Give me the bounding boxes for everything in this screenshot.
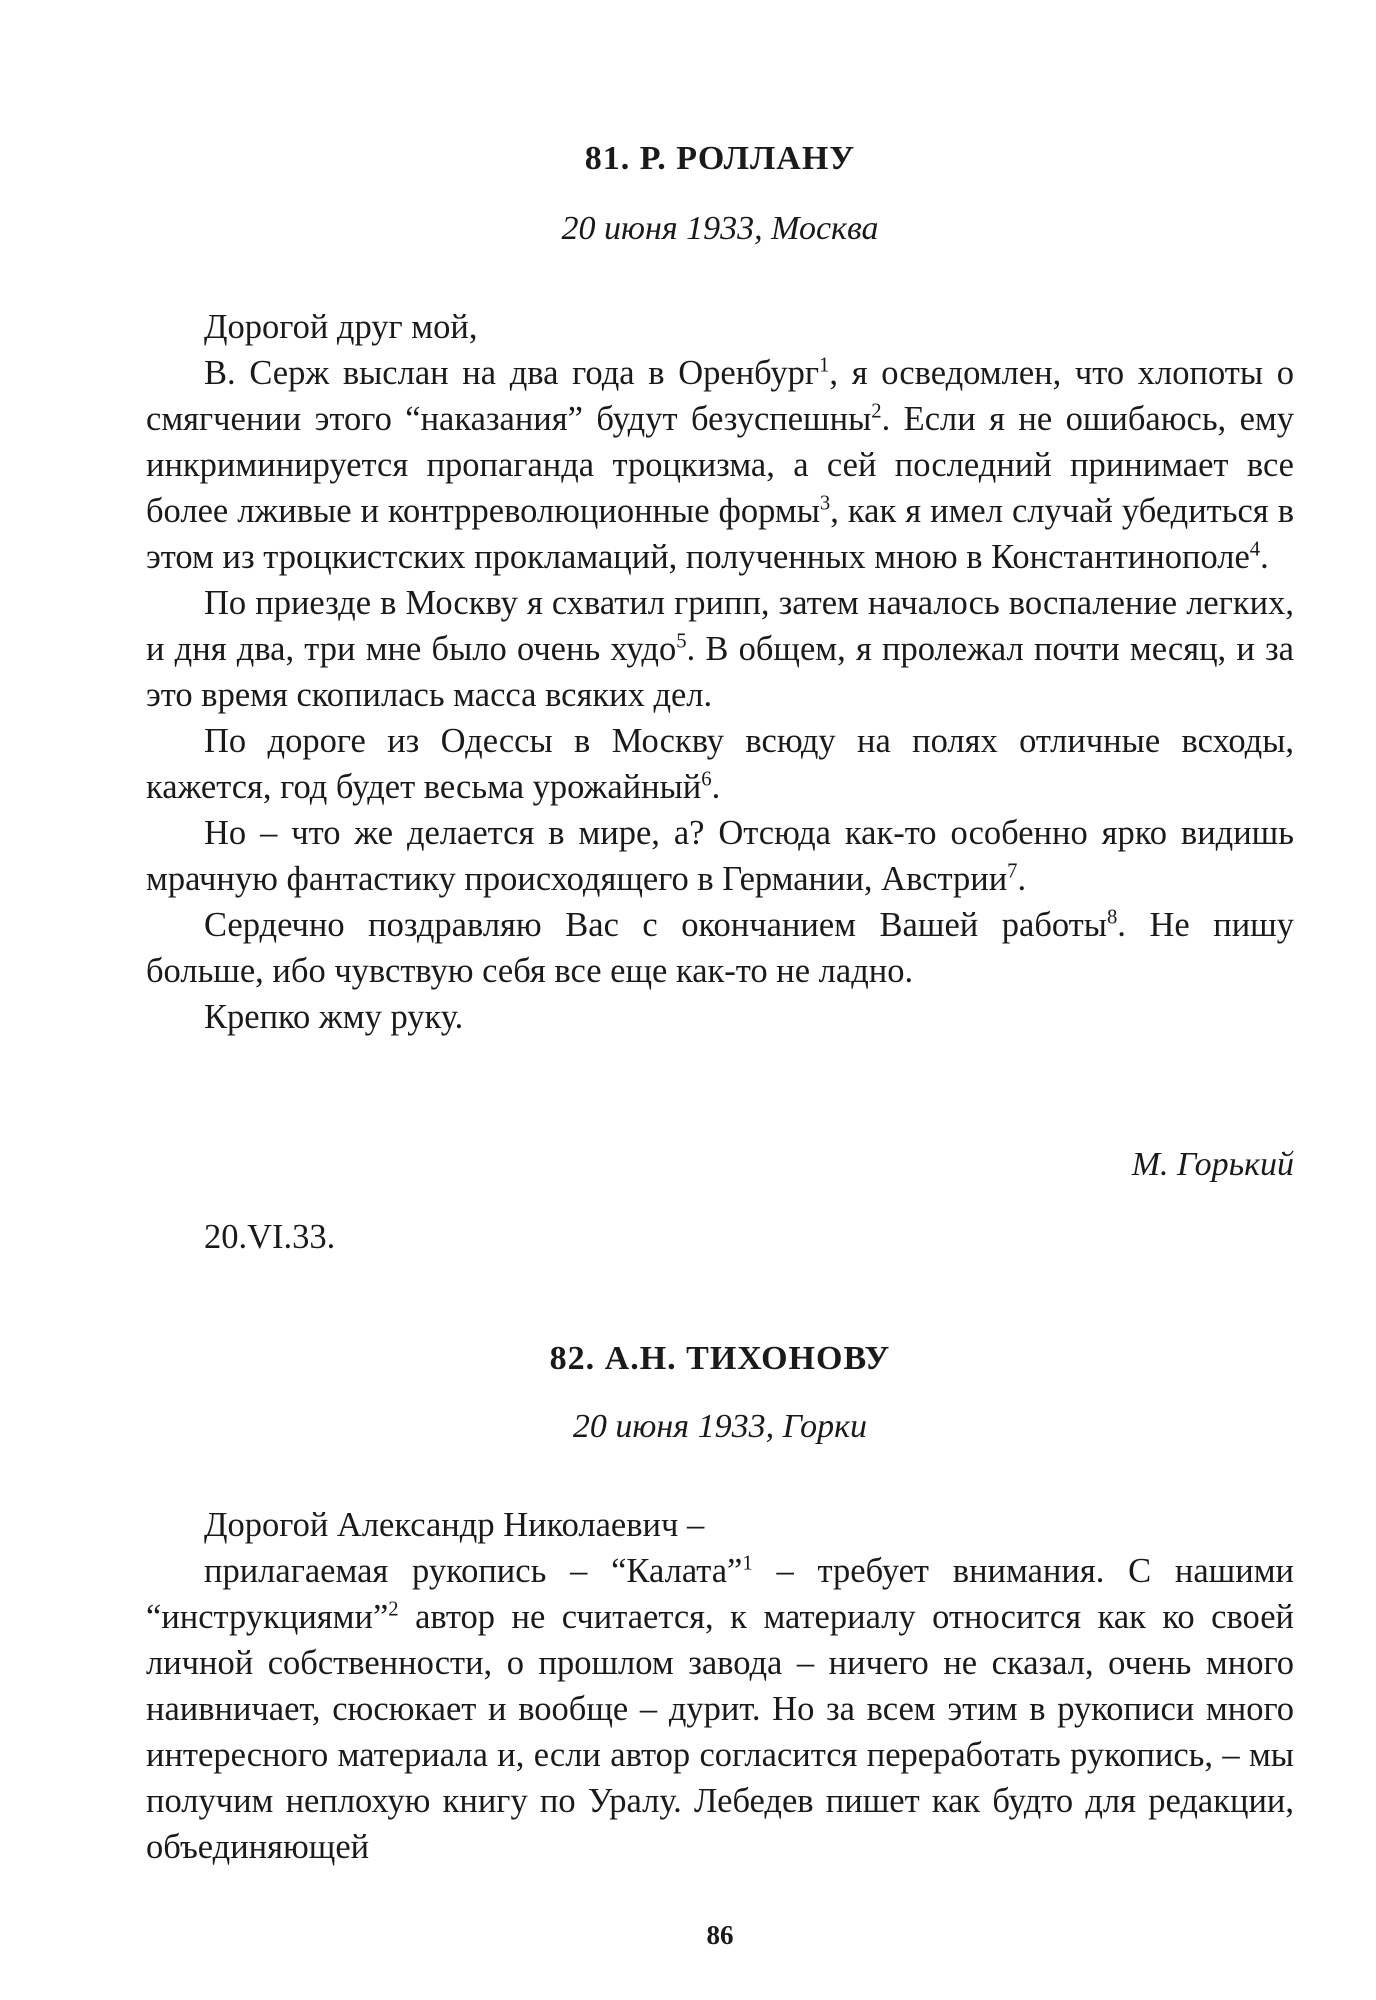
text-run: , как я имел случай убедиться в этом из троцкистских прокламаций, полученных мною в Константинополе xyxy=(146,492,1294,576)
footnote-marker: 5 xyxy=(676,630,687,653)
text-run: автор не считается, к материалу относится как ко своей личной собственности, о прошлом завода – ничего не сказал, очень много наивничает, сюсюкает и вообще – дурит. Но за всем этим в рукописи много интересного материала и, если автор согласится переработать рукопись, – мы получим неплохую книгу по Уралу. Лебедев пишет как будто для редакции, объединяющей xyxy=(146,1598,1294,1866)
footnote-marker: 8 xyxy=(1106,906,1118,929)
footnote-marker: 3 xyxy=(819,492,831,515)
footnote-marker: 7 xyxy=(1007,860,1018,883)
letter-2-paragraphs xyxy=(146,1548,1294,1870)
text-run: . xyxy=(1260,538,1269,576)
text-run: В. Серж выслан на два года в Оренбург xyxy=(204,354,820,392)
letter-1-body xyxy=(146,304,1294,1040)
paragraph xyxy=(146,810,1294,902)
footnote-marker: 4 xyxy=(1249,538,1261,561)
letter-2-salutation: Дорогой Александр Николаевич – xyxy=(204,1506,705,1544)
letter-2-dateline: 20 июня 1933, Горки xyxy=(572,1408,868,1445)
text-run: . Не пишу больше, ибо чувствую себя все еще как-то не ладно. xyxy=(146,906,1294,990)
letter-2-heading: 82. А.Н. ТИХОНОВУ xyxy=(549,1340,891,1377)
paragraph xyxy=(146,718,1294,810)
paragraph xyxy=(146,1548,1294,1870)
paragraph xyxy=(146,350,1294,580)
book-page xyxy=(146,0,1294,2000)
footnote-marker: 2 xyxy=(871,400,882,423)
text-run: Но – что же делается в мире, а? Отсюда как-то особенно ярко видишь мрачную фантастику происходящего в Германии, Австрии xyxy=(146,814,1294,898)
footnote-marker: 1 xyxy=(819,354,830,377)
letter-2-body xyxy=(146,1502,1294,1870)
paragraph xyxy=(146,994,1294,1040)
letter-1-date-written: 20.VI.33. xyxy=(204,1218,336,1256)
letter-1-heading: 81. Р. РОЛЛАНУ xyxy=(584,140,856,177)
letter-1-salutation: Дорогой друг мой, xyxy=(204,308,478,346)
text-run: Крепко жму руку. xyxy=(204,998,464,1036)
paragraph xyxy=(146,902,1294,994)
letter-1-dateline: 20 июня 1933, Москва xyxy=(561,210,879,247)
paragraph xyxy=(146,580,1294,718)
text-run: – требует внимания. С нашими “инструкциями” xyxy=(146,1552,1295,1636)
text-run: , я осведомлен, что хлопоты о смягчении этого “наказания” будут безуспешны xyxy=(146,354,1294,438)
footnote-marker: 1 xyxy=(742,1552,753,1575)
text-run: . В общем, я пролежал почти месяц, и за это время скопилась масса всяких дел. xyxy=(146,630,1294,714)
text-run: . Если я не ошибаюсь, ему инкриминируется пропаганда троцкизма, а сей последний принимает все более лживые и контрреволюционные формы xyxy=(146,400,1294,530)
text-run: . xyxy=(711,768,721,806)
footnote-marker: 6 xyxy=(701,768,712,791)
text-run: По дороге из Одессы в Москву всюду на полях отличные всходы, кажется, год будет весьма урожайный xyxy=(146,722,1294,806)
text-run: Сердечно поздравляю Вас с окончанием Вашей работы xyxy=(204,906,1107,944)
letter-1-paragraphs xyxy=(146,350,1294,1040)
footnote-marker: 2 xyxy=(388,1598,399,1621)
text-run: прилагаемая рукопись – “Калата” xyxy=(204,1552,743,1590)
letter-1-signature: М. Горький xyxy=(1131,1146,1294,1183)
page-number: 86 xyxy=(706,1920,734,1950)
text-run: По приезде в Москву я схватил грипп, затем началось воспаление легких, и дня два, три мне было очень худо xyxy=(146,584,1294,668)
text-run: . xyxy=(1017,860,1027,898)
